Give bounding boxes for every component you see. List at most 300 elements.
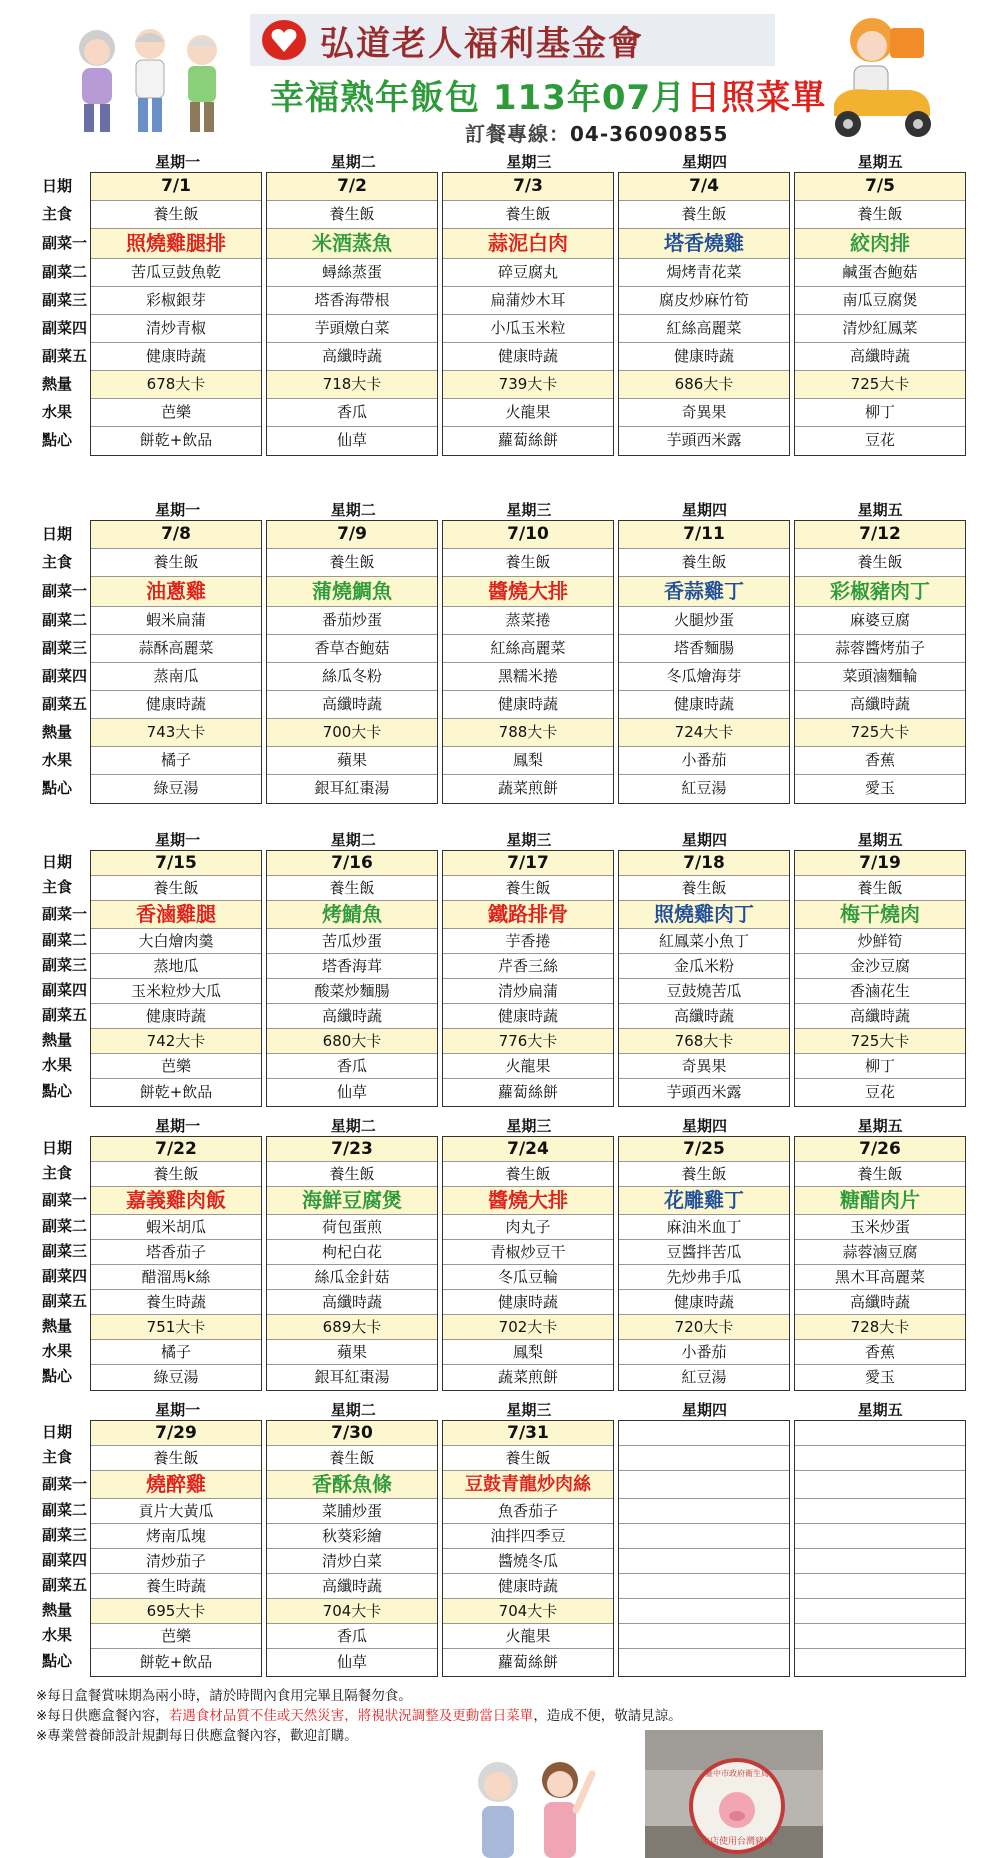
date-cell: 7/19 xyxy=(795,851,965,876)
row-label: 副菜一 xyxy=(42,582,88,600)
menu-cell: 蒸菜捲 xyxy=(443,607,613,635)
date-cell: 7/1 xyxy=(91,173,261,201)
weekday-header: 星期五 xyxy=(857,1117,903,1135)
header xyxy=(0,0,1000,150)
elderly-couple-illustration xyxy=(62,20,234,138)
row-label: 副菜四 xyxy=(42,319,88,337)
menu-cell: 碎豆腐丸 xyxy=(443,259,613,287)
menu-cell: 綠豆湯 xyxy=(153,779,199,797)
date-cell: 7/30 xyxy=(267,1421,437,1446)
menu-cell: 養生飯 xyxy=(91,1162,261,1187)
weekday-header-row xyxy=(28,500,968,520)
menu-cell: 餅乾+飲品 xyxy=(139,1653,213,1671)
week-block xyxy=(28,1116,968,1391)
menu-cell: 紅豆湯 xyxy=(681,779,727,797)
day-column xyxy=(442,172,614,456)
row-label: 主食 xyxy=(42,878,73,896)
empty-cell xyxy=(795,1624,965,1649)
menu-cell: 健康時蔬 xyxy=(443,691,613,719)
menu-cell: 680大卡 xyxy=(267,1029,437,1054)
row-label: 日期 xyxy=(42,1139,73,1157)
row-label: 主食 xyxy=(42,205,73,223)
menu-cell: 紅絲高麗菜 xyxy=(619,315,789,343)
menu-cell: 芹香三絲 xyxy=(443,954,613,979)
day-column xyxy=(442,850,614,1107)
day-column xyxy=(442,520,614,804)
menu-cell: 銀耳紅棗湯 xyxy=(314,1368,390,1386)
menu-cell: 麻婆豆腐 xyxy=(795,607,965,635)
menu-cell: 苦瓜豆鼓魚乾 xyxy=(91,259,261,287)
weekday-header: 星期二 xyxy=(330,501,376,519)
menu-grid xyxy=(28,172,968,456)
date-cell: 7/29 xyxy=(91,1421,261,1446)
menu-cell: 養生飯 xyxy=(267,876,437,901)
empty-cell xyxy=(619,1549,789,1574)
day-column xyxy=(794,1136,966,1391)
menu-cell: 豆花 xyxy=(864,431,895,449)
menu-cell: 健康時蔬 xyxy=(443,343,613,371)
empty-cell xyxy=(795,1421,965,1446)
menu-cell: 養生飯 xyxy=(443,876,613,901)
menu-cell: 養生飯 xyxy=(619,549,789,577)
row-label: 點心 xyxy=(42,431,73,449)
row-label: 水果 xyxy=(42,1626,73,1644)
row-label: 副菜五 xyxy=(42,1006,88,1024)
menu-grid xyxy=(28,520,968,804)
menu-cell: 麻油米血丁 xyxy=(619,1215,789,1240)
menu-cell: 健康時蔬 xyxy=(443,1290,613,1315)
menu-cell: 702大卡 xyxy=(443,1315,613,1340)
weekday-header: 星期一 xyxy=(155,153,201,171)
notes xyxy=(36,1686,682,1746)
menu-cell: 養生飯 xyxy=(267,201,437,229)
menu-cell: 魚香茄子 xyxy=(443,1499,613,1524)
main-dish-cell: 花雕雞丁 xyxy=(619,1187,789,1215)
menu-cell: 芋頭燉白菜 xyxy=(267,315,437,343)
heart-logo-icon xyxy=(260,16,308,64)
row-labels xyxy=(28,1420,90,1677)
certification-photo xyxy=(645,1730,823,1858)
menu-cell: 健康時蔬 xyxy=(91,343,261,371)
menu-cell: 秋葵彩繪 xyxy=(267,1524,437,1549)
row-label: 水果 xyxy=(42,1056,73,1074)
menu-cell: 冬瓜燴海芽 xyxy=(619,663,789,691)
date-cell: 7/12 xyxy=(795,521,965,549)
main-dish-cell: 塔香燒雞 xyxy=(619,229,789,259)
menu-cell: 養生時蔬 xyxy=(91,1290,261,1315)
main-dish-cell: 豆鼓青龍炒肉絲 xyxy=(443,1471,613,1499)
menu-cell: 香草杏鮑菇 xyxy=(267,635,437,663)
menu-cell: 金沙豆腐 xyxy=(795,954,965,979)
menu-cell: 荷包蛋煎 xyxy=(267,1215,437,1240)
main-dish-cell: 絞肉排 xyxy=(795,229,965,259)
menu-cell: 678大卡 xyxy=(91,371,261,399)
menu-cell: 鹹蛋杏鮑菇 xyxy=(795,259,965,287)
title-suffix: 日照菜單 xyxy=(686,78,827,118)
weekday-header: 星期三 xyxy=(506,831,552,849)
date-cell: 7/25 xyxy=(619,1137,789,1162)
menu-cell: 健康時蔬 xyxy=(619,343,789,371)
date-cell: 7/22 xyxy=(91,1137,261,1162)
menu-cell: 橘子 xyxy=(91,747,261,775)
weekday-header: 星期四 xyxy=(682,1117,728,1135)
menu-cell: 776大卡 xyxy=(443,1029,613,1054)
menu-cell: 725大卡 xyxy=(795,719,965,747)
menu-cell: 黑木耳高麗菜 xyxy=(795,1265,965,1290)
menu-grid xyxy=(28,1420,968,1677)
menu-cell: 玉米炒蛋 xyxy=(795,1215,965,1240)
menu-cell: 先炒弗手瓜 xyxy=(619,1265,789,1290)
day-column xyxy=(442,1136,614,1391)
weekday-header: 星期五 xyxy=(857,831,903,849)
pork-certification-sign xyxy=(645,1730,823,1858)
day-column xyxy=(90,520,262,804)
row-label: 副菜五 xyxy=(42,695,88,713)
menu-cell: 健康時蔬 xyxy=(91,691,261,719)
menu-cell: 橘子 xyxy=(91,1340,261,1365)
weekday-header: 星期二 xyxy=(330,1117,376,1135)
menu-cell: 蘿蔔絲餅 xyxy=(497,1083,558,1101)
row-label: 水果 xyxy=(42,751,73,769)
row-label: 主食 xyxy=(42,1448,73,1466)
weekday-header: 星期四 xyxy=(682,1401,728,1419)
main-dish-cell: 蒲燒鯛魚 xyxy=(267,577,437,607)
menu-cell: 彩椒銀芽 xyxy=(91,287,261,315)
empty-cell xyxy=(619,1574,789,1599)
menu-cell: 蔬菜煎餅 xyxy=(497,1368,558,1386)
waving-elders-illustration xyxy=(460,1754,600,1858)
menu-cell: 蒜酥高麗菜 xyxy=(91,635,261,663)
main-dish-cell: 醬燒大排 xyxy=(443,577,613,607)
weekday-header: 星期五 xyxy=(857,501,903,519)
weekday-header: 星期二 xyxy=(330,153,376,171)
menu-cell: 鳳梨 xyxy=(443,1340,613,1365)
day-column xyxy=(90,1420,262,1677)
menu-cell: 704大卡 xyxy=(443,1599,613,1624)
day-column xyxy=(266,172,438,456)
row-label: 副菜二 xyxy=(42,1501,88,1519)
menu-cell: 絲瓜金針菇 xyxy=(267,1265,437,1290)
menu-cell: 健康時蔬 xyxy=(619,691,789,719)
menu-cell: 大白燴肉羹 xyxy=(91,929,261,954)
menu-cell: 餅乾+飲品 xyxy=(139,1083,213,1101)
menu-cell: 小瓜玉米粒 xyxy=(443,315,613,343)
menu-cell: 蔬菜煎餅 xyxy=(497,779,558,797)
menu-cell: 高纖時蔬 xyxy=(267,1574,437,1599)
menu-cell: 養生飯 xyxy=(795,549,965,577)
row-label: 副菜四 xyxy=(42,1267,88,1285)
row-label: 熱量 xyxy=(42,723,73,741)
day-column xyxy=(442,1420,614,1677)
main-dish-cell: 香蒜雞丁 xyxy=(619,577,789,607)
menu-cell: 餅乾+飲品 xyxy=(139,431,213,449)
menu-cell: 紅鳳菜小魚丁 xyxy=(619,929,789,954)
weekday-header: 星期三 xyxy=(506,1401,552,1419)
menu-cell: 788大卡 xyxy=(443,719,613,747)
menu-cell: 養生飯 xyxy=(91,201,261,229)
date-cell: 7/18 xyxy=(619,851,789,876)
menu-cell: 焗烤青花菜 xyxy=(619,259,789,287)
row-label: 副菜三 xyxy=(42,639,88,657)
menu-cell: 扁蒲炒木耳 xyxy=(443,287,613,315)
main-dish-cell: 烤鯖魚 xyxy=(267,901,437,929)
main-dish-cell: 香酥魚條 xyxy=(267,1471,437,1499)
menu-cell: 695大卡 xyxy=(91,1599,261,1624)
weekday-header-row xyxy=(28,152,968,172)
main-dish-cell: 蒜泥白肉 xyxy=(443,229,613,259)
menu-cell: 塔香海茸 xyxy=(267,954,437,979)
menu-cell: 芭樂 xyxy=(91,1054,261,1079)
row-label: 熱量 xyxy=(42,1317,73,1335)
menu-cell: 養生飯 xyxy=(619,876,789,901)
empty-cell xyxy=(619,1499,789,1524)
menu-cell: 養生飯 xyxy=(443,549,613,577)
row-label: 副菜四 xyxy=(42,667,88,685)
menu-cell: 冬瓜豆輪 xyxy=(443,1265,613,1290)
menu-cell: 養生飯 xyxy=(443,1446,613,1471)
menu-cell: 養生飯 xyxy=(795,201,965,229)
menu-cell: 高纖時蔬 xyxy=(267,1004,437,1029)
row-label: 日期 xyxy=(42,177,73,195)
day-column xyxy=(794,172,966,456)
week-block xyxy=(28,500,968,804)
menu-cell: 火腿炒蛋 xyxy=(619,607,789,635)
menu-cell: 醬燒冬瓜 xyxy=(443,1549,613,1574)
menu-cell: 火龍果 xyxy=(443,1624,613,1649)
weekday-header-row xyxy=(28,830,968,850)
menu-cell: 蒜蓉滷豆腐 xyxy=(795,1240,965,1265)
menu-cell: 菜脯炒蛋 xyxy=(267,1499,437,1524)
weekday-header: 星期五 xyxy=(857,1401,903,1419)
week-block xyxy=(28,1400,968,1677)
menu-cell: 養生飯 xyxy=(619,201,789,229)
row-label: 水果 xyxy=(42,1342,73,1360)
main-dish-cell: 香滷雞腿 xyxy=(91,901,261,929)
weekday-header: 星期三 xyxy=(506,501,552,519)
weekday-header: 星期三 xyxy=(506,1117,552,1135)
organization-logo-banner xyxy=(250,14,775,66)
day-column xyxy=(266,1136,438,1391)
menu-cell: 728大卡 xyxy=(795,1315,965,1340)
date-cell: 7/17 xyxy=(443,851,613,876)
empty-cell xyxy=(619,1624,789,1649)
day-column xyxy=(618,1420,790,1677)
menu-cell: 仙草 xyxy=(336,1653,367,1671)
menu-cell: 烤南瓜塊 xyxy=(91,1524,261,1549)
menu-cell: 蝦米胡瓜 xyxy=(91,1215,261,1240)
empty-cell xyxy=(619,1446,789,1471)
menu-cell: 芭樂 xyxy=(91,1624,261,1649)
day-column xyxy=(90,172,262,456)
day-column xyxy=(618,850,790,1107)
row-label: 主食 xyxy=(42,1164,73,1182)
date-cell: 7/23 xyxy=(267,1137,437,1162)
row-labels xyxy=(28,1136,90,1391)
menu-cell: 養生飯 xyxy=(267,1162,437,1187)
order-hotline xyxy=(465,118,728,147)
menu-cell: 蒜蓉醬烤茄子 xyxy=(795,635,965,663)
row-label: 副菜四 xyxy=(42,981,88,999)
row-labels xyxy=(28,850,90,1107)
row-label: 副菜三 xyxy=(42,291,88,309)
menu-cell: 香滷花生 xyxy=(795,979,965,1004)
menu-cell: 仙草 xyxy=(336,1083,367,1101)
menu-cell: 金瓜米粉 xyxy=(619,954,789,979)
weekday-header: 星期一 xyxy=(155,1117,201,1135)
note-shelf-life: ※每日盒餐賞味期為兩小時，請於時間內食用完畢且隔餐勿食。 xyxy=(36,1688,412,1704)
menu-cell: 725大卡 xyxy=(795,371,965,399)
menu-cell: 蘿蔔絲餅 xyxy=(497,431,558,449)
weekday-header: 星期四 xyxy=(682,501,728,519)
menu-cell: 小番茄 xyxy=(619,747,789,775)
menu-cell: 香瓜 xyxy=(267,399,437,427)
menu-cell: 768大卡 xyxy=(619,1029,789,1054)
menu-cell: 枸杞白花 xyxy=(267,1240,437,1265)
main-dish-cell: 梅干燒肉 xyxy=(795,901,965,929)
main-dish-cell: 米酒蒸魚 xyxy=(267,229,437,259)
menu-cell: 700大卡 xyxy=(267,719,437,747)
menu-cell: 健康時蔬 xyxy=(443,1004,613,1029)
main-dish-cell: 照燒雞腿排 xyxy=(91,229,261,259)
note-dietitian: ※專業營養師設計規劃每日供應盒餐內容，歡迎訂購。 xyxy=(36,1728,358,1744)
row-label: 副菜二 xyxy=(42,263,88,281)
menu-cell: 養生飯 xyxy=(267,1446,437,1471)
week-block xyxy=(28,830,968,1107)
menu-cell: 751大卡 xyxy=(91,1315,261,1340)
menu-cell: 銀耳紅棗湯 xyxy=(314,779,390,797)
menu-cell: 養生飯 xyxy=(619,1162,789,1187)
menu-cell: 743大卡 xyxy=(91,719,261,747)
empty-cell xyxy=(795,1471,965,1499)
menu-cell: 清炒紅鳳菜 xyxy=(795,315,965,343)
empty-cell xyxy=(795,1599,965,1624)
menu-cell: 高纖時蔬 xyxy=(795,1290,965,1315)
row-label: 副菜五 xyxy=(42,347,88,365)
menu-cell: 醋溜馬k絲 xyxy=(91,1265,261,1290)
weekday-header: 星期二 xyxy=(330,831,376,849)
weekday-header: 星期一 xyxy=(155,1401,201,1419)
empty-cell xyxy=(619,1649,789,1676)
menu-cell: 高纖時蔬 xyxy=(267,1290,437,1315)
menu-cell: 絲瓜冬粉 xyxy=(267,663,437,691)
menu-cell: 686大卡 xyxy=(619,371,789,399)
menu-title xyxy=(270,70,826,119)
header-spacer xyxy=(28,1116,90,1136)
empty-cell xyxy=(795,1446,965,1471)
menu-cell: 蘿蔔絲餅 xyxy=(497,1653,558,1671)
menu-cell: 720大卡 xyxy=(619,1315,789,1340)
empty-cell xyxy=(619,1471,789,1499)
menu-cell: 奇異果 xyxy=(619,1054,789,1079)
menu-cell: 養生飯 xyxy=(91,549,261,577)
date-cell: 7/31 xyxy=(443,1421,613,1446)
empty-cell xyxy=(619,1524,789,1549)
day-column xyxy=(618,172,790,456)
menu-cell: 肉丸子 xyxy=(443,1215,613,1240)
weekday-header: 星期二 xyxy=(330,1401,376,1419)
empty-cell xyxy=(795,1499,965,1524)
organization-name: 弘道老人福利基金會 xyxy=(320,23,644,64)
menu-cell: 塔香麵腸 xyxy=(619,635,789,663)
weekday-header: 星期四 xyxy=(682,831,728,849)
menu-cell: 健康時蔬 xyxy=(91,1004,261,1029)
menu-cell: 清炒青椒 xyxy=(91,315,261,343)
date-cell: 7/8 xyxy=(91,521,261,549)
main-dish-cell: 照燒雞肉丁 xyxy=(619,901,789,929)
menu-cell: 清炒扁蒲 xyxy=(443,979,613,1004)
main-dish-cell: 燒醉雞 xyxy=(91,1471,261,1499)
main-dish-cell: 油蔥雞 xyxy=(91,577,261,607)
date-cell: 7/9 xyxy=(267,521,437,549)
row-label: 點心 xyxy=(42,1652,73,1670)
day-column xyxy=(266,520,438,804)
weekday-header: 星期一 xyxy=(155,831,201,849)
menu-cell: 番茄炒蛋 xyxy=(267,607,437,635)
date-cell: 7/4 xyxy=(619,173,789,201)
menu-cell: 貢片大黃瓜 xyxy=(91,1499,261,1524)
menu-cell: 725大卡 xyxy=(795,1029,965,1054)
main-dish-cell: 醬燒大排 xyxy=(443,1187,613,1215)
menu-cell: 養生飯 xyxy=(795,876,965,901)
row-label: 副菜二 xyxy=(42,931,88,949)
date-cell: 7/10 xyxy=(443,521,613,549)
header-spacer xyxy=(28,152,90,172)
menu-cell: 養生飯 xyxy=(91,1446,261,1471)
menu-cell: 南瓜豆腐煲 xyxy=(795,287,965,315)
row-label: 副菜三 xyxy=(42,1526,88,1544)
menu-cell: 養生飯 xyxy=(443,1162,613,1187)
menu-cell: 火龍果 xyxy=(443,399,613,427)
menu-cell: 芋香捲 xyxy=(443,929,613,954)
menu-cell: 739大卡 xyxy=(443,371,613,399)
menu-cell: 豆鼓燒苦瓜 xyxy=(619,979,789,1004)
menu-cell: 724大卡 xyxy=(619,719,789,747)
menu-cell: 清炒白菜 xyxy=(267,1549,437,1574)
menu-cell: 健康時蔬 xyxy=(619,1290,789,1315)
weekday-header: 星期三 xyxy=(506,153,552,171)
menu-cell: 養生飯 xyxy=(91,876,261,901)
menu-cell: 養生飯 xyxy=(267,549,437,577)
menu-cell: 香蕉 xyxy=(795,747,965,775)
menu-cell: 香蕉 xyxy=(795,1340,965,1365)
row-label: 水果 xyxy=(42,403,73,421)
menu-cell: 高纖時蔬 xyxy=(795,1004,965,1029)
row-label: 日期 xyxy=(42,525,73,543)
menu-cell: 養生時蔬 xyxy=(91,1574,261,1599)
row-label: 副菜一 xyxy=(42,234,88,252)
day-column xyxy=(266,1420,438,1677)
menu-cell: 青椒炒豆干 xyxy=(443,1240,613,1265)
hotline-number[interactable]: 04-36090855 xyxy=(570,122,729,146)
weekday-header: 星期四 xyxy=(682,153,728,171)
menu-cell: 塔香茄子 xyxy=(91,1240,261,1265)
menu-cell: 704大卡 xyxy=(267,1599,437,1624)
menu-cell: 鳳梨 xyxy=(443,747,613,775)
empty-cell xyxy=(795,1549,965,1574)
menu-grid xyxy=(28,850,968,1107)
sign-bottom-text: 本店使用台灣豬肉 xyxy=(700,1837,774,1847)
title-month: 113年07月 xyxy=(492,78,687,118)
row-label: 日期 xyxy=(42,853,73,871)
row-label: 副菜三 xyxy=(42,956,88,974)
menu-cell: 健康時蔬 xyxy=(443,1574,613,1599)
day-column xyxy=(90,850,262,1107)
empty-cell xyxy=(619,1421,789,1446)
row-label: 日期 xyxy=(42,1423,73,1441)
date-cell: 7/16 xyxy=(267,851,437,876)
sign-top-text: 臺中市政府衛生局 xyxy=(705,1769,769,1778)
date-cell: 7/5 xyxy=(795,173,965,201)
